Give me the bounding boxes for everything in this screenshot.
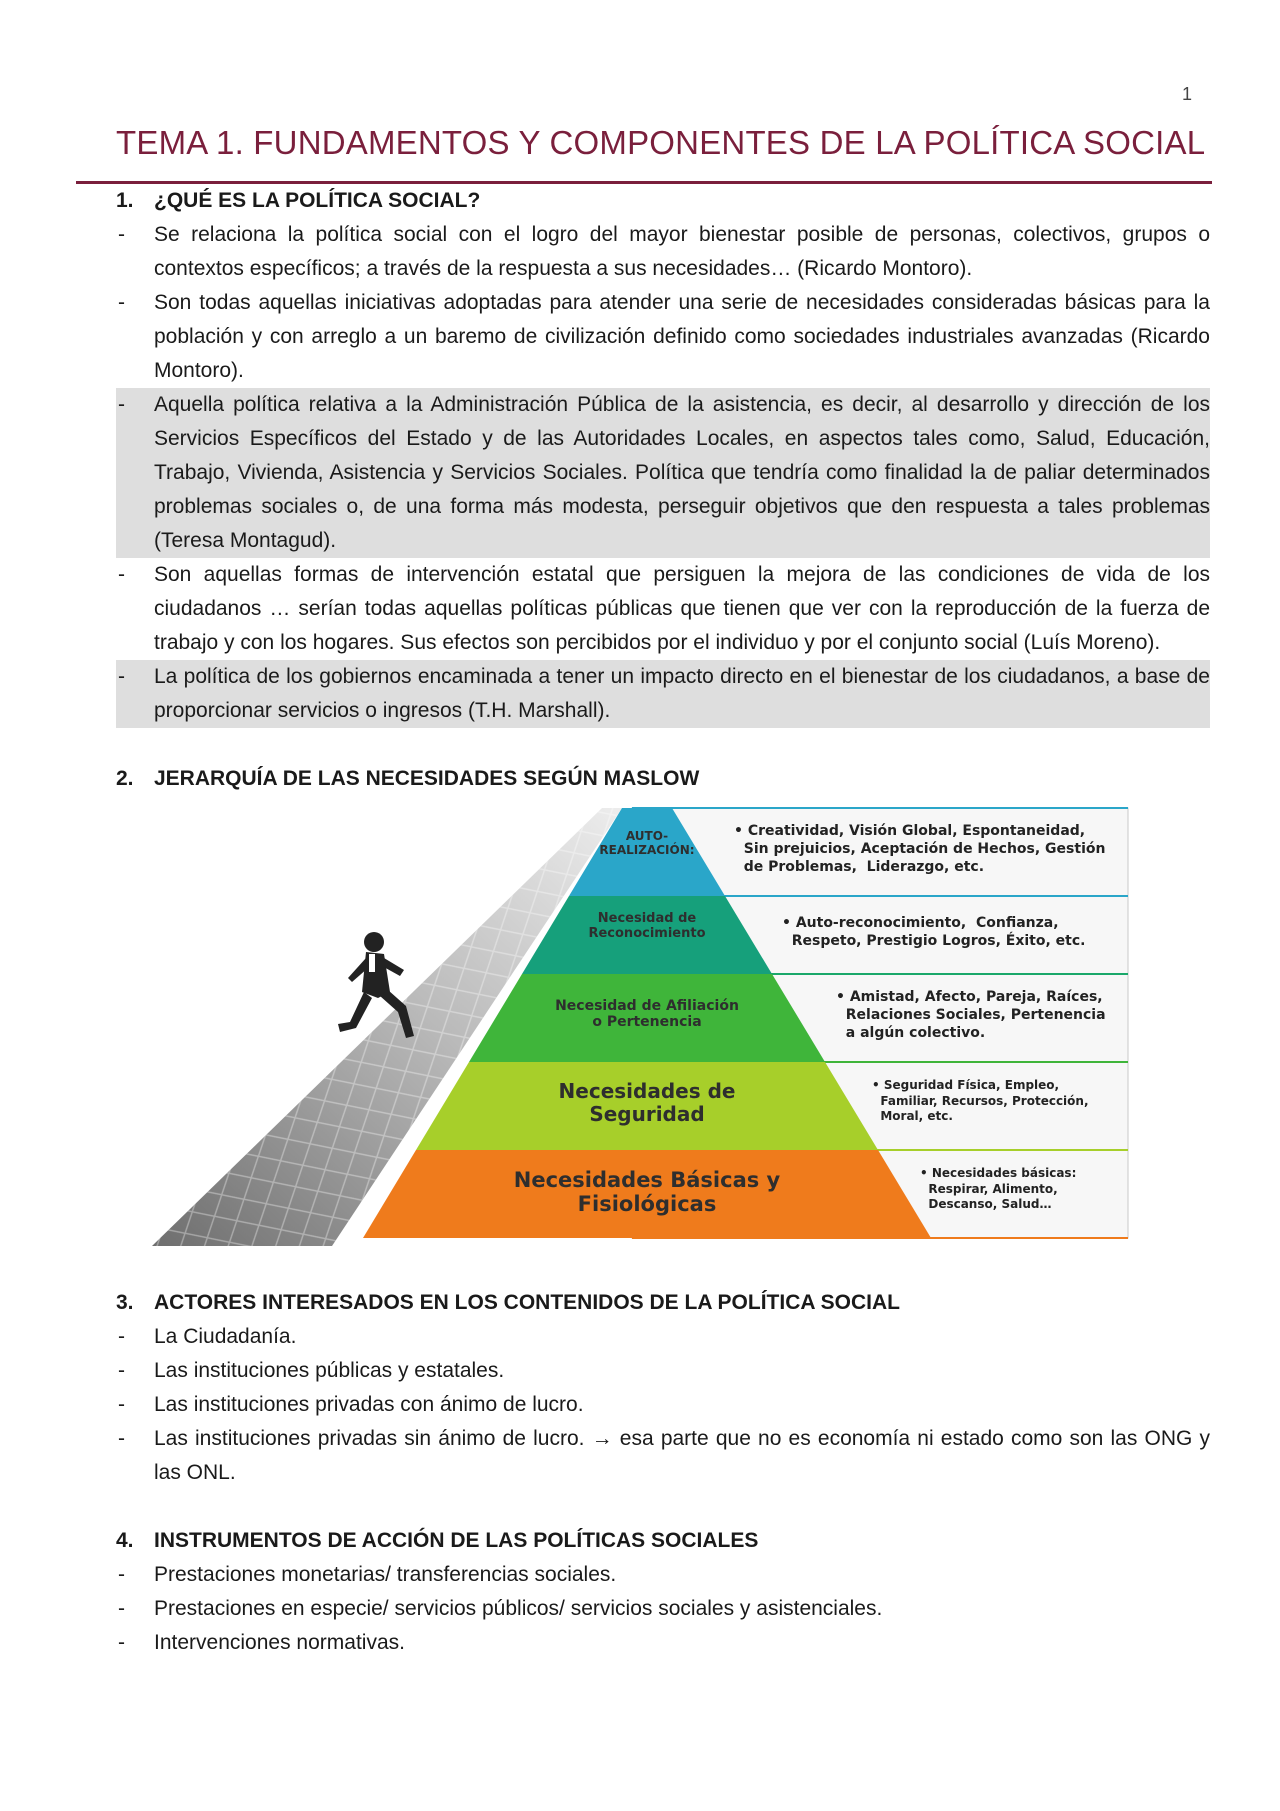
page-title: TEMA 1. FUNDAMENTOS Y COMPONENTES DE LA POLÍTICA SOCIAL	[116, 124, 1206, 161]
bullet-marker: -	[118, 291, 125, 314]
list-item	[116, 1388, 1210, 1422]
list-item-highlighted	[116, 388, 1210, 558]
list-item-text: Son todas aquellas iniciativas adoptadas para atender una serie de necesidades consideradas básicas para la población y con arreglo a un baremo de civilización definido como sociedades industriales avanzadas (Ricardo Montoro).	[154, 291, 1210, 382]
document-body	[116, 184, 1210, 1660]
bullet-marker: -	[118, 1427, 125, 1450]
maslow-pyramid-figure	[152, 802, 1132, 1246]
list-item	[116, 1422, 1210, 1490]
section-heading	[116, 1286, 1210, 1320]
bullet-marker: -	[118, 1359, 125, 1382]
section-number: 2.	[116, 767, 134, 790]
list-item-text: Las instituciones privadas sin ánimo de lucro. → esa parte que no es economía ni estado como son las ONG y las ONL.	[154, 1427, 1210, 1484]
spacer	[116, 728, 1210, 762]
list-item	[116, 558, 1210, 660]
spacer	[116, 1490, 1210, 1524]
pyramid-level-self-actualization-label: AUTO- REALIZACIÓN:	[599, 829, 695, 857]
list-item-text: Intervenciones normativas.	[154, 1631, 405, 1654]
bullet-marker: -	[118, 1563, 125, 1586]
list-item	[116, 218, 1210, 286]
pyramid-level-physiological-label: Necesidades Básicas y Fisiológicas	[513, 1168, 781, 1217]
pyramid-level-esteem-description: • Auto-reconocimiento, Confianza, Respeto, Prestigio Logros, Éxito, etc.	[782, 915, 1086, 950]
list-item-text: Las instituciones públicas y estatales.	[154, 1359, 505, 1382]
list-item-text: Aquella política relativa a la Administración Pública de la asistencia, es decir, al desarrollo y dirección de los Servicios Específicos del Estado y de las Autoridades Locales, en aspectos tales como, Salud, Educación, Trabajo, Vivienda, Asistencia y Servicios Sociales. Política que tendría como finalidad la de paliar determinados problemas sociales o, de una forma más modesta, perseguir objetivos que den respuesta a tales problemas (Teresa Montagud).	[154, 393, 1210, 552]
actors-list	[116, 1320, 1210, 1490]
section-number: 1.	[116, 189, 134, 212]
bullet-marker: -	[118, 665, 125, 688]
list-item-text: La Ciudadanía.	[154, 1325, 297, 1348]
definitions-list	[116, 218, 1210, 728]
list-item-text: La política de los gobiernos encaminada a tener un impacto directo en el bienestar de los ciudadanos, a base de proporcionar servicios o ingresos (T.H. Marshall).	[154, 665, 1210, 722]
list-item	[116, 1320, 1210, 1354]
list-item-text: Prestaciones en especie/ servicios públicos/ servicios sociales y asistenciales.	[154, 1597, 883, 1620]
list-item-highlighted	[116, 660, 1210, 728]
list-item	[116, 1558, 1210, 1592]
section-number: 4.	[116, 1529, 134, 1552]
pyramid-level-safety-description: • Seguridad Física, Empleo, Familiar, Recursos, Protección, Moral, etc.	[872, 1078, 1089, 1124]
section-heading	[116, 184, 1210, 218]
pyramid-level-physiological-description: • Necesidades básicas: Respirar, Alimento, Descanso, Salud…	[920, 1166, 1077, 1212]
section-title: ¿QUÉ ES LA POLÍTICA SOCIAL?	[154, 189, 481, 212]
pyramid-level-belonging-label: Necesidad de Afiliación o Pertenencia	[555, 998, 739, 1031]
bullet-marker: -	[118, 563, 125, 586]
list-item	[116, 286, 1210, 388]
section-heading	[116, 1524, 1210, 1558]
section-number: 3.	[116, 1291, 134, 1314]
bullet-marker: -	[118, 1393, 125, 1416]
section-title: INSTRUMENTOS DE ACCIÓN DE LAS POLÍTICAS SOCIALES	[154, 1529, 759, 1552]
instruments-list	[116, 1558, 1210, 1660]
bullet-marker: -	[118, 393, 125, 416]
pyramid-level-safety-label: Necesidades de Seguridad	[558, 1079, 736, 1126]
pyramid-level-esteem-label: Necesidad de Reconocimiento	[588, 911, 706, 941]
bullet-marker: -	[118, 1597, 125, 1620]
section-heading	[116, 762, 1210, 796]
page-number: 1	[1181, 84, 1192, 104]
section-title: JERARQUÍA DE LAS NECESIDADES SEGÚN MASLOW	[154, 767, 700, 790]
pyramid-level-belonging-description: • Amistad, Afecto, Pareja, Raíces, Relaciones Sociales, Pertenencia a algún colectivo.	[836, 989, 1106, 1042]
list-item	[116, 1592, 1210, 1626]
pyramid-level-self-actualization-description: • Creatividad, Visión Global, Espontaneidad, Sin prejuicios, Aceptación de Hechos, Gestión de Problemas, Liderazgo, etc.	[734, 823, 1106, 876]
list-item-text: Se relaciona la política social con el logro del mayor bienestar posible de personas, colectivos, grupos o contextos específicos; a través de la respuesta a sus necesidades… (Ricardo Montoro).	[154, 223, 1210, 280]
bullet-marker: -	[118, 1631, 125, 1654]
bullet-marker: -	[118, 223, 125, 246]
list-item-text: Las instituciones privadas con ánimo de lucro.	[154, 1393, 584, 1416]
bullet-marker: -	[118, 1325, 125, 1348]
list-item	[116, 1626, 1210, 1660]
list-item-text: Son aquellas formas de intervención estatal que persiguen la mejora de las condiciones de vida de los ciudadanos … serían todas aquellas políticas públicas que tienen que ver con la reproducción de la fuerza de trabajo y con los hogares. Sus efectos son percibidos por el individuo y por el conjunto social (Luís Moreno).	[154, 563, 1210, 654]
list-item	[116, 1354, 1210, 1388]
list-item-text: Prestaciones monetarias/ transferencias sociales.	[154, 1563, 617, 1586]
climbing-person-icon	[338, 932, 414, 1038]
section-title: ACTORES INTERESADOS EN LOS CONTENIDOS DE LA POLÍTICA SOCIAL	[154, 1291, 900, 1314]
